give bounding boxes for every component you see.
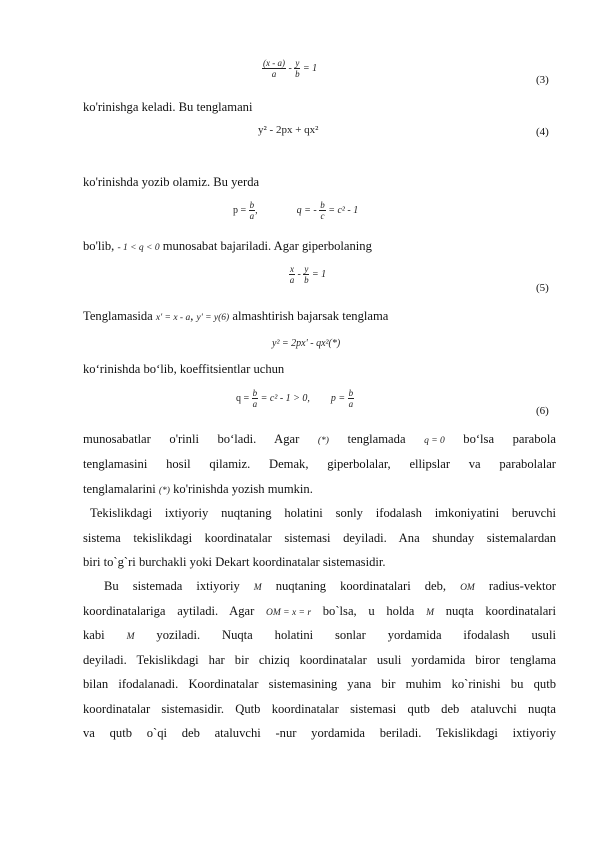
word: bo‘lsa <box>463 432 495 446</box>
text-fragment: bo`lsa, u holda <box>322 604 415 618</box>
eq3-denominator-b: b <box>295 69 300 79</box>
text-fragment: Bu sistemada ixtiyoriy <box>104 579 240 593</box>
paragraph-line: sistema tekislikdagi koordinatalar sistemasi deyiladi. Ana shunday sistemalardan <box>83 531 556 545</box>
paragraph-line <box>104 578 556 596</box>
symbol-M: M <box>426 608 434 618</box>
p-lhs: p = <box>233 204 247 216</box>
text-fragment: munosabat bajariladi. Agar giperbolaning <box>162 239 372 253</box>
equation-OM: OM = x = r <box>266 608 312 618</box>
text-fragment: Tenglamasida <box>83 309 153 323</box>
eq6-p-denominator: a <box>348 399 354 409</box>
paragraph-line: biri to`g`ri burchakli yoki Dekart koordinatalar sistemasidir. <box>83 555 386 569</box>
text-fragment: yoziladi. Nuqta holatini sonlar yordamida ifodalash usuli <box>156 628 556 642</box>
paragraph-line <box>83 431 556 449</box>
text-fragment: bo'lib, <box>83 239 115 253</box>
paragraph-line: Tekislikdagi ixtiyoriy nuqtaning holatini sonly ifodalash imkoniyatini beruvchi <box>90 506 556 520</box>
symbol-M: M <box>253 583 262 593</box>
paragraph-line <box>83 603 556 621</box>
text-fragment: tenglamalarini <box>83 482 156 496</box>
eq6-denominator: a <box>252 399 258 409</box>
word: o'rinli <box>169 432 199 446</box>
p-denominator: a <box>249 211 255 221</box>
equation-pq <box>233 200 358 221</box>
word: parabola <box>512 432 556 446</box>
word: tenglamada <box>347 432 406 446</box>
inequality-q: - 1 < q < 0 <box>117 243 160 253</box>
q-lhs: q = - <box>296 204 317 216</box>
equation-q-zero: q = 0 <box>424 436 445 446</box>
paragraph-line: deyiladi. Tekislikdagi har bir chiziq koordinatalar usuli yordamida biror tenglama <box>83 653 556 667</box>
paragraph-line: bilan ifodalanadi. Koordinatalar sistemasining yana bir muhim ko`rinishi bu qutb <box>83 677 556 691</box>
symbol-M: M <box>126 632 135 642</box>
eq6-q-lhs: q = <box>236 392 250 404</box>
equation-number-4: (4) <box>536 126 549 138</box>
text-fragment: radius-vektor <box>488 579 557 593</box>
paragraph-line <box>83 481 313 499</box>
text-fragment: ko'rinishda yozish mumkin. <box>173 482 313 496</box>
q-numerator: b <box>320 200 325 210</box>
text-line: ko'rinishda yozib olamiz. Bu yerda <box>83 175 260 189</box>
text-fragment: nuqta koordinatalari <box>445 604 557 618</box>
substitution-y: y' = y(6) <box>196 313 230 323</box>
word: Agar <box>274 432 300 446</box>
eq3-numerator-a: (x - a) <box>263 58 285 68</box>
eq5-rhs: = 1 <box>311 268 327 280</box>
paragraph-line <box>83 627 556 645</box>
equation-number-3: (3) <box>536 74 549 86</box>
equation-6 <box>236 388 354 409</box>
equation-number-6: (6) <box>536 405 549 417</box>
eq3-rhs: = 1 <box>302 62 318 74</box>
paragraph-line: tenglamasini hosil qilamiz. Demak, giperbolalar, ellipslar va parabolalar <box>83 457 556 471</box>
equation-ref-star: (*) <box>158 486 170 496</box>
eq6-p-numerator: b <box>348 388 354 398</box>
text-line: Tenglamasida x' = x - a, y' = y(6) almashtirish bajarsak tenglama <box>83 308 388 326</box>
equation-ref-star: (*) <box>317 436 329 446</box>
equation-star: y² = 2px' - qx²(*) <box>272 338 341 349</box>
equation-5: $\frac{x}{a}$ - $\frac{y}{b}$ = 1 <box>289 264 327 285</box>
text-fragment: kabi <box>83 628 105 642</box>
eq6-rhs: = c² - 1 > 0, <box>260 392 310 404</box>
text-fragment: almashtirish bajarsak tenglama <box>232 309 389 323</box>
paragraph-line: koordinatalar sistemasidir. Qutb koordinatalar sistemasi qutb deb ataluvchi nuqta <box>83 702 556 716</box>
paragraph-line: va qutb o`qi deb ataluvchi -nur yordamida beriladi. Tekislikdagi ixtiyoriy <box>83 726 556 740</box>
equation-number-5: (5) <box>536 282 549 294</box>
word: munosabatlar <box>83 432 151 446</box>
q-denominator: c <box>320 211 325 221</box>
eq6-p-lhs: p = <box>330 392 346 404</box>
text-line <box>83 238 372 256</box>
substitution-x: x' = x - a <box>155 313 191 323</box>
text-fragment: koordinatalariga aytiladi. Agar <box>83 604 255 618</box>
eq6-numerator: b <box>252 388 258 398</box>
symbol-OM: OM <box>460 583 475 593</box>
eq5-numerator-a: x <box>290 264 294 274</box>
eq5-numerator-b: y <box>304 264 309 274</box>
eq3-denominator-a: a <box>271 69 277 79</box>
q-rhs: = c² - 1 <box>328 204 359 216</box>
equation-3: $\frac{(x - a)}{a}$ - $\frac{y}{b}$ = 1 <box>263 58 318 79</box>
text-line: ko‘rinishda bo‘lib, koeffitsientlar uchun <box>83 362 285 376</box>
p-numerator: b <box>249 200 255 210</box>
eq5-denominator-b: b <box>304 275 309 285</box>
text-line: ko'rinishga keladi. Bu tenglamani <box>83 100 253 114</box>
text-fragment: nuqtaning koordinatalari deb, <box>275 579 447 593</box>
equation-4: y² - 2px + qx² <box>258 124 319 136</box>
word: bo‘ladi. <box>217 432 257 446</box>
eq3-numerator-b: y <box>295 58 300 68</box>
eq5-denominator-a: a <box>289 275 295 285</box>
p-separator: , <box>255 204 258 216</box>
